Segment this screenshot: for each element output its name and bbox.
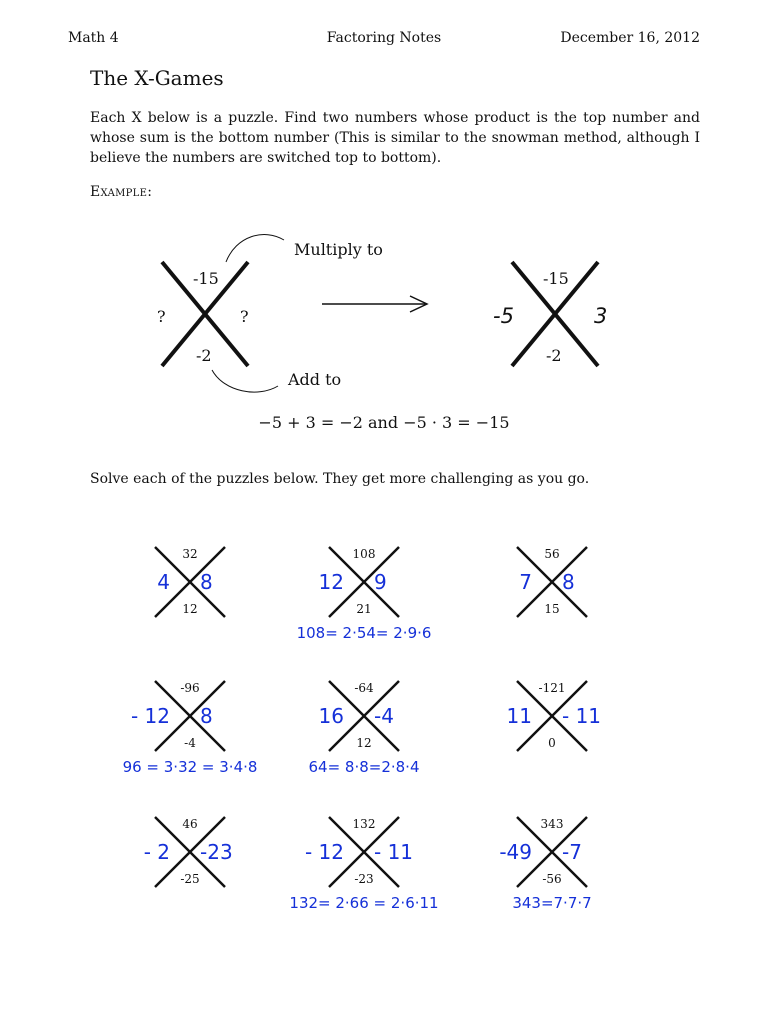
example-bottom-number: -2: [196, 346, 212, 365]
puzzle-left-answer: 7: [519, 570, 532, 594]
puzzle-right-answer: -7: [562, 840, 582, 864]
example-right-unknown: ?: [240, 307, 249, 326]
puzzle-left-answer: - 12: [304, 840, 344, 864]
puzzle-left-answer: 4: [157, 570, 170, 594]
puzzle-bottom-number: -25: [180, 872, 200, 886]
multiply-to-label: Multiply to: [294, 240, 383, 259]
puzzle-left-answer: 11: [506, 704, 532, 728]
puzzle-bottom-number: 21: [356, 602, 372, 616]
puzzle-right-answer: 9: [374, 570, 387, 594]
header-topic: Factoring Notes: [326, 30, 442, 46]
puzzle-left-answer: 12: [318, 570, 344, 594]
puzzle-bottom-number: 12: [356, 736, 372, 750]
puzzle-left-answer: 16: [318, 704, 344, 728]
example-equation: −5 + 3 = −2 and −5 · 3 = −15: [258, 413, 510, 432]
puzzle-left-answer: - 12: [130, 704, 170, 728]
puzzle-right-answer: - 11: [374, 840, 414, 864]
puzzle-right-answer: - 11: [562, 704, 602, 728]
puzzle-work-note: 64= 8·8=2·8·4: [308, 758, 420, 776]
puzzle-right-answer: -23: [200, 840, 233, 864]
example-left-unknown: ?: [157, 307, 166, 326]
puzzle-top-number: 343: [540, 817, 564, 831]
puzzle-work-note: 343=7·7·7: [512, 894, 592, 912]
puzzle-right-answer: 8: [200, 570, 213, 594]
puzzle-work-note: 96 = 3·32 = 3·4·8: [122, 758, 258, 776]
instructions: Solve each of the puzzles below. They get more challenging as you go.: [90, 471, 590, 487]
example-label: Example:: [90, 184, 153, 200]
puzzle-bottom-number: -23: [354, 872, 374, 886]
puzzle-top-number: 46: [182, 817, 198, 831]
puzzle-top-number: 32: [182, 547, 198, 561]
puzzle-right-answer: 8: [562, 570, 575, 594]
puzzle-top-number: 56: [544, 547, 560, 561]
solved-bottom-number: -2: [546, 346, 562, 365]
solved-right-number: 3: [594, 304, 608, 328]
puzzle-work-note: 108= 2·54= 2·9·6: [296, 624, 432, 642]
puzzle-work-note: 132= 2·66 = 2·6·11: [289, 894, 439, 912]
puzzle-right-answer: -4: [374, 704, 394, 728]
solved-top-number: -15: [543, 269, 569, 288]
puzzle-top-number: -96: [180, 681, 200, 695]
header-course: Math 4: [68, 30, 119, 46]
puzzle-left-answer: - 2: [143, 840, 170, 864]
page-title: The X-Games: [90, 66, 224, 90]
puzzle-top-number: -121: [538, 681, 566, 695]
puzzle-left-answer: -49: [499, 840, 532, 864]
add-to-label: Add to: [288, 370, 342, 389]
puzzle-bottom-number: 15: [544, 602, 560, 616]
puzzle-top-number: 132: [352, 817, 376, 831]
puzzle-top-number: -64: [354, 681, 374, 695]
puzzle-bottom-number: -56: [542, 872, 562, 886]
header-date: December 16, 2012: [560, 30, 700, 46]
puzzle-top-number: 108: [352, 547, 376, 561]
intro-paragraph: Each X below is a puzzle. Find two numbers whose product is the top number and whose sum is the bottom number (This is similar to the snowman method, although I believe the numbers are switched top to bottom).: [90, 110, 700, 166]
puzzle-bottom-number: -4: [184, 736, 196, 750]
puzzle-right-answer: 8: [200, 704, 213, 728]
puzzle-bottom-number: 0: [548, 736, 556, 750]
solved-left-number: -5: [493, 304, 514, 328]
puzzle-bottom-number: 12: [182, 602, 198, 616]
example-top-number: -15: [193, 269, 219, 288]
